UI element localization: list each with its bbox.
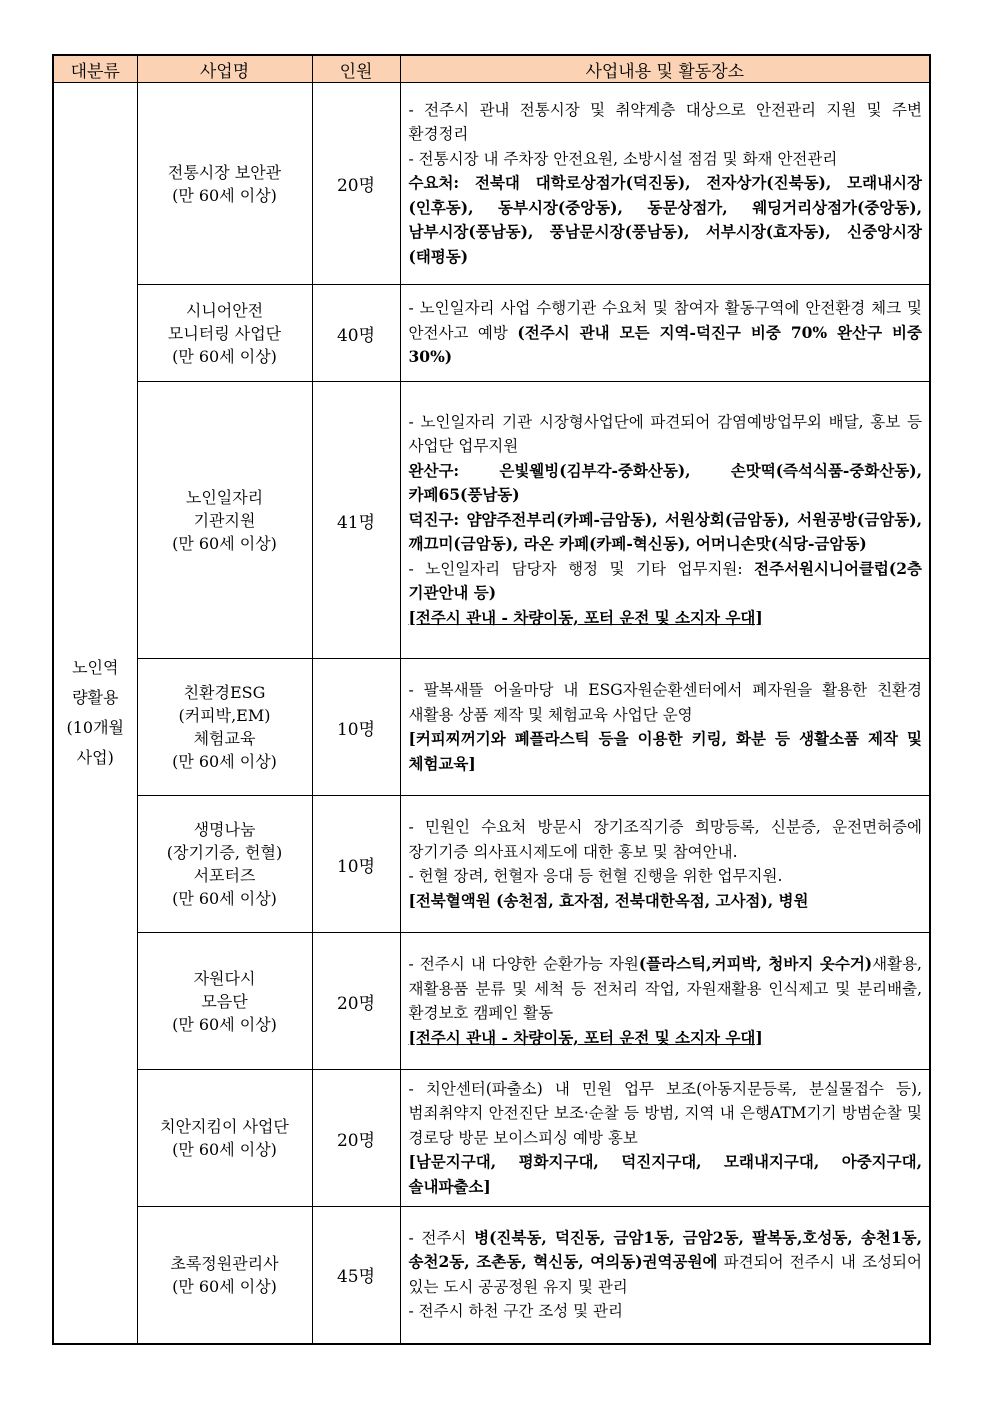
header-category: 대분류 [53, 55, 137, 83]
category-line: 량활용 [72, 687, 119, 707]
project-name-line: (만 60세 이상) [172, 752, 277, 771]
project-name-line: 치안지킴이 사업단 [160, 1117, 289, 1136]
project-name-line: 시니어안전 [185, 300, 264, 320]
project-name-cell [137, 1207, 312, 1344]
table-row [53, 1070, 930, 1207]
project-name-cell [137, 285, 312, 382]
description-text: - 치안센터(파출소) 내 민원 업무 보조(아동지문등록, 분실물접수 등), 범죄취약지 안전진단 보조·순찰 등 방범, 지역 내 은행ATM기기 방범순찰 및 경로당 방문 보이스피싱 예방 홍보 [408, 1079, 922, 1147]
description-line [409, 1150, 923, 1199]
headcount-cell: 20명 [312, 83, 400, 285]
headcount-cell: 20명 [312, 1070, 400, 1207]
description-highlight: 전주서원시니어클럽(2층 기관안내 등) [408, 558, 922, 603]
description-cell [400, 796, 930, 933]
project-name-line: 서포터즈 [193, 866, 256, 885]
project-name-cell [137, 796, 312, 933]
headcount-cell: 20명 [312, 933, 400, 1070]
description-cell [400, 659, 930, 796]
project-name-cell [137, 382, 312, 659]
project-name-line: 초록정원관리사 [170, 1253, 279, 1273]
project-name-line: (장기기증, 헌혈) [166, 843, 283, 862]
project-name-line: 체험교육 [193, 729, 256, 748]
header-project: 사업명 [137, 55, 312, 83]
description-line [409, 727, 923, 776]
description-line [409, 147, 923, 172]
description-rest: 새활용, 재활용품 분류 및 세척 등 전처리 작업, 자원재활용 인식제고 및 분리배출, 환경보호 캠페인 활동 [408, 955, 922, 1022]
table-row [53, 659, 930, 796]
description-text: [전주시 관내 - 차량이동, 포터 운전 및 소지자 우대] [408, 607, 763, 627]
project-name-cell [137, 83, 312, 285]
description-line [409, 508, 923, 557]
table-row [53, 83, 930, 285]
description-line [409, 1226, 923, 1300]
category-cell [53, 83, 137, 1344]
description-line [409, 678, 923, 727]
description-text: 수요처: 전북대 대학로상점가(덕진동), 전자상가(진북동), 모래내시장(인후동), 동부시장(중앙동), 동문상점가, 웨딩거리상점가(중앙동), 남부시장(풍남동), 풍남문시장(풍남동), 서부시장(효자동), 신중앙시장(태평동) [408, 173, 922, 266]
table-row [53, 1207, 930, 1344]
description-text: - 노인일자리 담당자 행정 및 기타 업무지원: [408, 559, 755, 578]
project-name-line: 생명나눔 [193, 820, 256, 839]
description-text: - 전주시 관내 전통시장 및 취약계층 대상으로 안전관리 지원 및 주변 환경정리 [408, 100, 922, 144]
description-text: 완산구: 은빛웰빙(김부각-중화산동), 손맛떡(즉석식품-중화산동), 카페65(풍남동) [408, 460, 922, 505]
project-name-line: (만 60세 이상) [172, 889, 277, 908]
headcount-cell: 10명 [312, 796, 400, 933]
description-cell [400, 285, 930, 382]
description-text: [남문지구대, 평화지구대, 덕진지구대, 모래내지구대, 아중지구대, 솔내파출소] [408, 1152, 922, 1196]
headcount-cell: 40명 [312, 285, 400, 382]
description-line [409, 296, 923, 370]
description-cell [400, 382, 930, 659]
header-row [53, 55, 930, 83]
description-cell [400, 83, 930, 285]
description-text: - 팔복새뜰 어울마당 내 ESG자원순환센터에서 폐자원을 활용한 친환경 새활용 상품 제작 및 체험교육 사업단 운영 [408, 681, 922, 724]
project-name-line: 모음단 [201, 991, 248, 1011]
description-text: - 헌혈 장려, 헌혈자 응대 등 헌혈 진행을 위한 업무지원. [408, 867, 783, 885]
description-cell [400, 1207, 930, 1344]
description-line [409, 98, 923, 147]
description-line [409, 1299, 923, 1324]
description-line [409, 1026, 923, 1051]
description-rest: 파견되어 전주시 내 조성되어 있는 도시 공공정원 유지 및 관리 [408, 1253, 923, 1296]
table-row [53, 796, 930, 933]
headcount-cell: 45명 [312, 1207, 400, 1344]
description-text: - 전주시 내 다양한 순환가능 자원 [408, 955, 639, 973]
project-name-line: (만 60세 이상) [172, 1140, 277, 1159]
description-text: - 노인일자리 사업 수행기관 수요처 및 참여자 활동구역에 안전환경 체크 및 안전사고 예방 [408, 299, 922, 342]
description-line [409, 171, 923, 269]
description-line [409, 815, 923, 864]
description-text: - 전주시 [408, 1228, 475, 1247]
project-name-line: 자원다시 [193, 968, 256, 988]
table-row [53, 285, 930, 382]
description-text: - 전통시장 내 주차장 안전요원, 소방시설 점검 및 화재 안전관리 [408, 149, 838, 168]
description-line [409, 864, 923, 889]
header-headcount: 인원 [312, 55, 400, 83]
description-line [409, 410, 923, 459]
description-line [409, 889, 923, 914]
project-name-cell [137, 659, 312, 796]
description-text: [전북혈액원 (송천점, 효자점, 전북대한옥점, 고사점), 병원 [408, 890, 809, 910]
description-text: 덕진구: 얌얌주전부리(카페-금암동), 서원상회(금암동), 서원공방(금암동), 깨끄미(금암동), 라온 카페(카페-혁신동), 어머니손맛(식당-금암동) [408, 509, 922, 554]
headcount-cell: 10명 [312, 659, 400, 796]
project-name-line: 기관지원 [193, 510, 256, 530]
table-row [53, 933, 930, 1070]
header-content: 사업내용 및 활동장소 [400, 55, 930, 83]
project-name-line: 노인일자리 [185, 487, 264, 507]
category-line: (10개월 [66, 717, 124, 737]
program-table [52, 54, 931, 1345]
table-row [53, 382, 930, 659]
description-text: [커피찌꺼기와 폐플라스틱 등을 이용한 키링, 화분 등 생활소품 제작 및 체험교육] [408, 729, 922, 773]
description-line [409, 459, 923, 508]
category-line: 노인역 [72, 657, 119, 677]
project-name-line: 모니터링 사업단 [167, 323, 282, 343]
description-highlight: 병(진북동, 덕진동, 금암1동, 금암2동, 팔복동,호성동, 송천1동, 송천2동, 조촌동, 혁신동, 여의동)권역공원에 [408, 1227, 922, 1272]
description-line [409, 1077, 923, 1151]
headcount-cell: 41명 [312, 382, 400, 659]
project-name-line: (만 60세 이상) [172, 1014, 277, 1034]
project-name-line: (커피박,EM) [178, 706, 271, 725]
project-name-line: (만 60세 이상) [172, 346, 277, 366]
description-cell [400, 1070, 930, 1207]
project-name-line: (만 60세 이상) [172, 1276, 277, 1296]
project-name-line: 전통시장 보안관 [167, 162, 282, 182]
project-name-line: (만 60세 이상) [172, 533, 277, 553]
category-line: 사업) [76, 747, 114, 767]
description-text: [전주시 관내 - 차량이동, 포터 운전 및 소지자 우대] [408, 1027, 763, 1047]
description-cell [400, 933, 930, 1070]
project-name-line: (만 60세 이상) [172, 185, 277, 205]
description-highlight: (전주시 관내 모든 지역-덕진구 비중 70% 완산구 비중 30%) [408, 322, 923, 367]
description-highlight: (플라스틱,커피박, 청바지 옷수거) [638, 954, 873, 973]
description-line [409, 952, 923, 1026]
description-line [409, 557, 923, 606]
description-line [409, 606, 923, 631]
description-text: - 노인일자리 기관 시장형사업단에 파견되어 감염예방업무외 배달, 홍보 등 사업단 업무지원 [408, 412, 922, 456]
project-name-cell [137, 1070, 312, 1207]
project-name-line: 친환경ESG [183, 683, 266, 702]
description-text: - 민원인 수요처 방문시 장기조직기증 희망등록, 신분증, 운전면허증에 장기기증 의사표시제도에 대한 홍보 및 참여안내. [408, 818, 922, 861]
project-name-cell [137, 933, 312, 1070]
description-text: - 전주시 하천 구간 조성 및 관리 [408, 1302, 623, 1321]
